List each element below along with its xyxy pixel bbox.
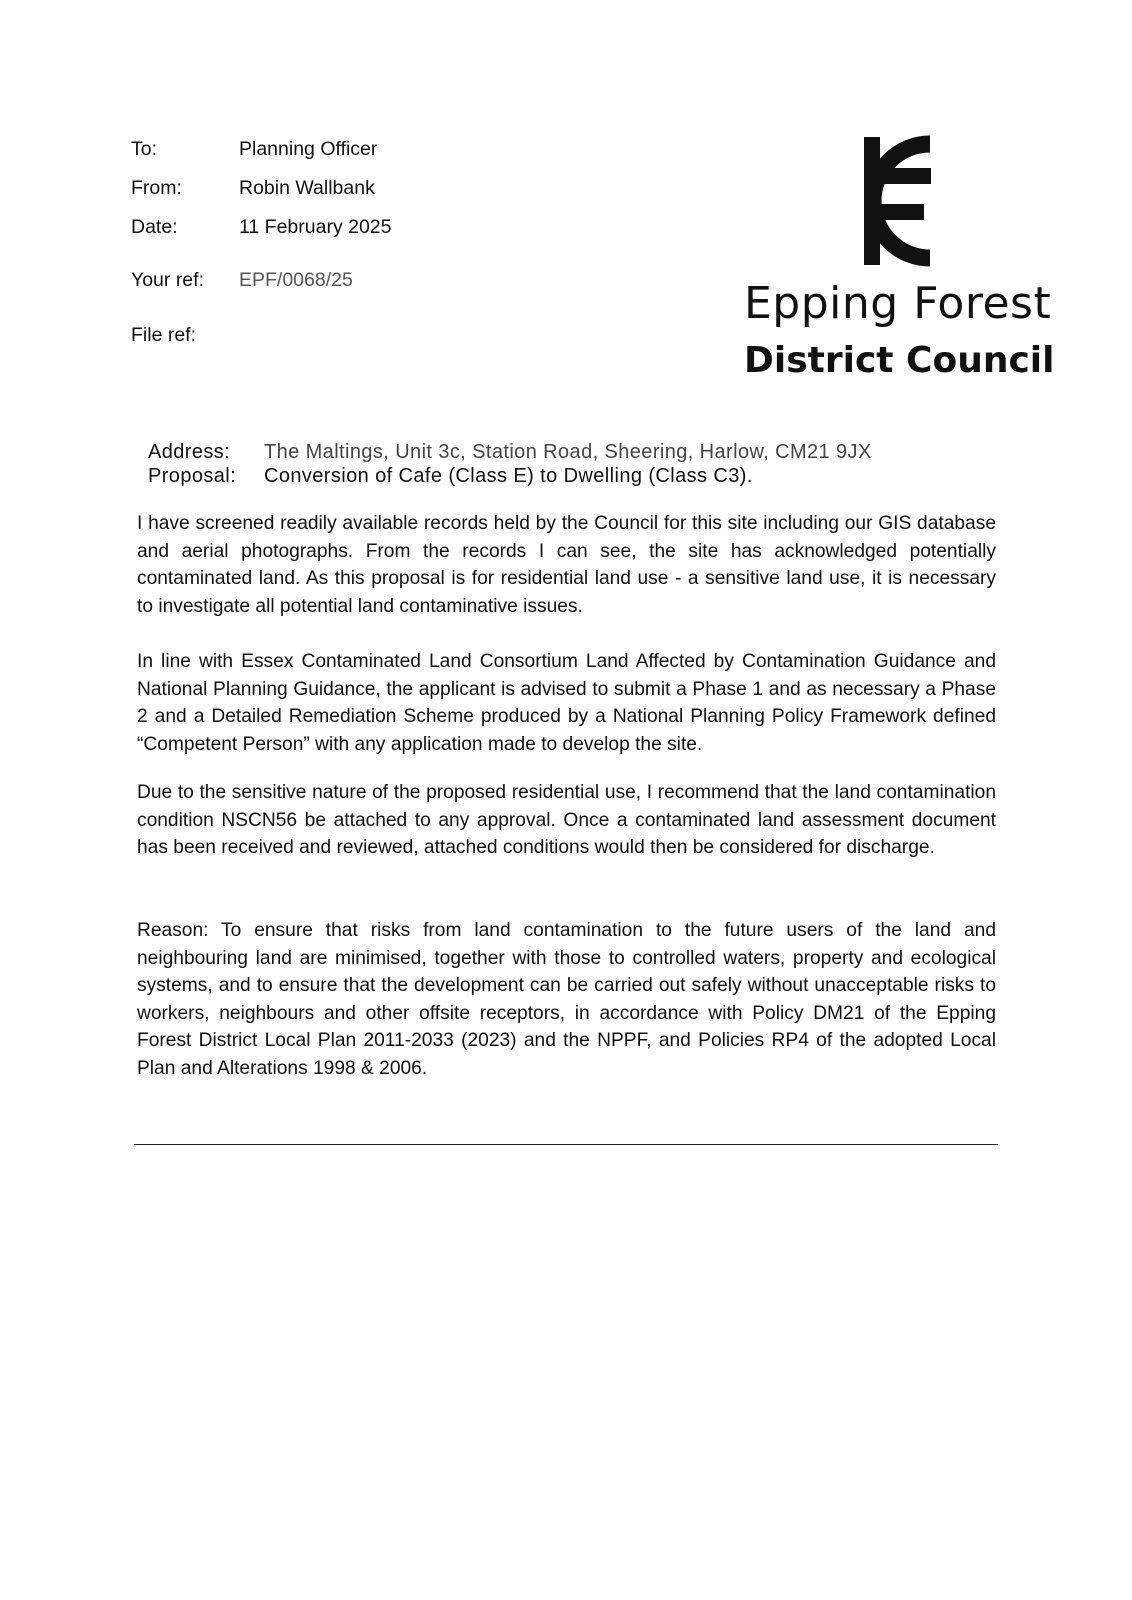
logo-name-line2: District Council (744, 340, 1055, 381)
from-label: From: (131, 177, 182, 199)
body-paragraph-recommendation: Due to the sensitive nature of the proposed residential use, I recommend that the land contamination condition NSCN56 be attached to any approval. Once a contaminated land assessment document has been received and reviewed, attached conditions would then be considered for discharge. (137, 782, 996, 859)
proposal-value: Conversion of Cafe (Class E) to Dwelling (Class C3). (264, 465, 753, 487)
to-label: To: (131, 138, 158, 160)
from-value: Robin Wallbank (239, 177, 375, 199)
council-logo (742, 130, 1062, 400)
closing-divider (134, 1144, 998, 1145)
date-value: 11 February 2025 (239, 216, 392, 238)
address-value: The Maltings, Unit 3c, Station Road, Sheering, Harlow, CM21 9JX (264, 441, 872, 463)
your-ref-value: EPF/0068/25 (239, 269, 353, 291)
body-paragraph-screening: I have screened readily available records held by the Council for this site including our GIS database and aerial photographs. From the records I can see, the site has acknowledged potentially contaminated land. As this proposal is for residential land use - a sensitive land use, it is necessary to investigate all potential land contaminative issues. (137, 513, 996, 617)
epping-forest-emblem-icon (818, 130, 934, 272)
address-label: Address: (148, 441, 231, 463)
your-ref-label: Your ref: (131, 269, 204, 291)
logo-name-line1: Epping Forest (744, 278, 1052, 329)
body-paragraph-reason: Reason: To ensure that risks from land contamination to the future users of the land and neighbouring land are minimised, together with those to controlled waters, property and ecological systems, and to ensure that the development can be carried out safely without unacceptable risks to workers, neighbours and other offsite receptors, in accordance with Policy DM21 of the Epping Forest District Local Plan 2011-2033 (2023) and the NPPF, and Policies RP4 of the adopted Local Plan and Alterations 1998 & 2006. (137, 920, 996, 1079)
to-value: Planning Officer (239, 138, 378, 160)
proposal-label: Proposal: (148, 465, 237, 487)
body-paragraph-guidance: In line with Essex Contaminated Land Consortium Land Affected by Contamination Guidance and National Planning Guidance, the applicant is advised to submit a Phase 1 and as necessary a Phase 2 and a Detailed Remediation Scheme produced by a National Planning Policy Framework defined “Competent Person” with any application made to develop the site. (137, 651, 996, 755)
date-label: Date: (131, 216, 178, 238)
file-ref-label: File ref: (131, 324, 197, 346)
